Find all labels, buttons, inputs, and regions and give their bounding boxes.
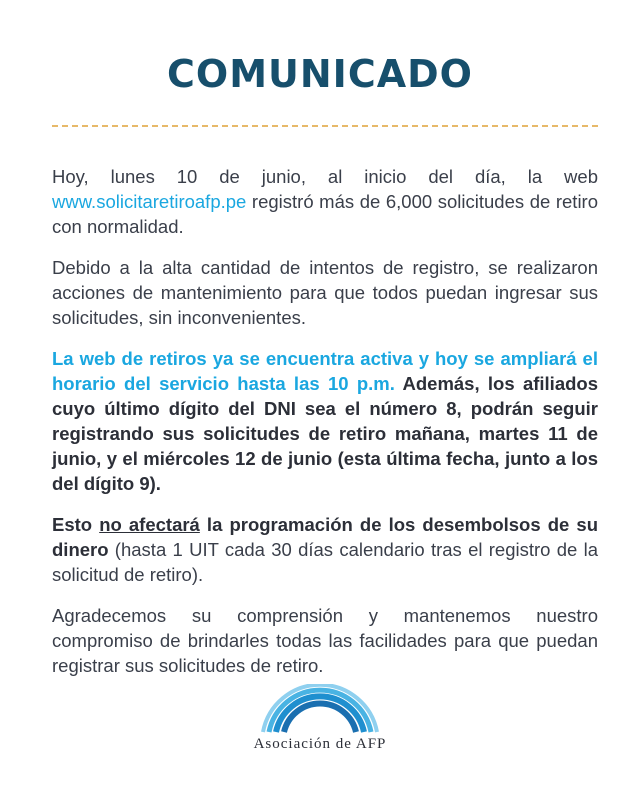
- page-title: COMUNICADO: [167, 52, 473, 96]
- paragraph-4-bold-b: la programación de los desembolsos de su dinero: [52, 514, 598, 560]
- paragraph-4-bold-a: Esto: [52, 514, 100, 535]
- paragraph-1-text-b: registró más de 6,000 solicitudes de retiro con normalidad.: [52, 191, 598, 237]
- paragraph-4: [52, 512, 598, 587]
- paragraph-4-underlined: no afectará: [99, 514, 200, 535]
- paragraph-3-bold: Además, los afiliados cuyo último dígito del DNI sea el número 8, podrán seguir registrando sus solicitudes de retiro mañana, martes 11 de junio, y el miércoles 12 de junio (esta última fecha, junto a los del dígito 9).: [52, 373, 598, 494]
- paragraph-3-highlight: La web de retiros ya se encuentra activa y hoy se ampliará el horario del servicio hasta las 10 p.m.: [52, 348, 598, 394]
- paragraph-3: [52, 346, 598, 496]
- dashed-divider: [52, 125, 598, 127]
- logo-text: Asociación de AFP: [253, 736, 387, 752]
- announcement-body: [52, 164, 598, 694]
- website-link[interactable]: www.solicitaretiroafp.pe: [52, 191, 247, 212]
- paragraph-1-text-a: Hoy, lunes 10 de junio, al inicio del día, la web: [52, 166, 598, 187]
- paragraph-1: [52, 164, 598, 239]
- afp-association-logo: [0, 684, 640, 753]
- paragraph-5: [52, 603, 598, 678]
- paragraph-5-text: Agradecemos su comprensión y mantenemos nuestro compromiso de brindarles todas las facilidades para que puedan registrar sus solicitudes de retiro.: [52, 605, 598, 676]
- paragraph-2-text: Debido a la alta cantidad de intentos de registro, se realizaron acciones de mantenimiento para que todos puedan ingresar sus solicitudes, sin inconvenientes.: [52, 257, 598, 328]
- paragraph-4-normal: (hasta 1 UIT cada 30 días calendario tras el registro de la solicitud de retiro).: [52, 539, 598, 585]
- arc-logo-icon: [255, 684, 385, 734]
- paragraph-2: [52, 255, 598, 330]
